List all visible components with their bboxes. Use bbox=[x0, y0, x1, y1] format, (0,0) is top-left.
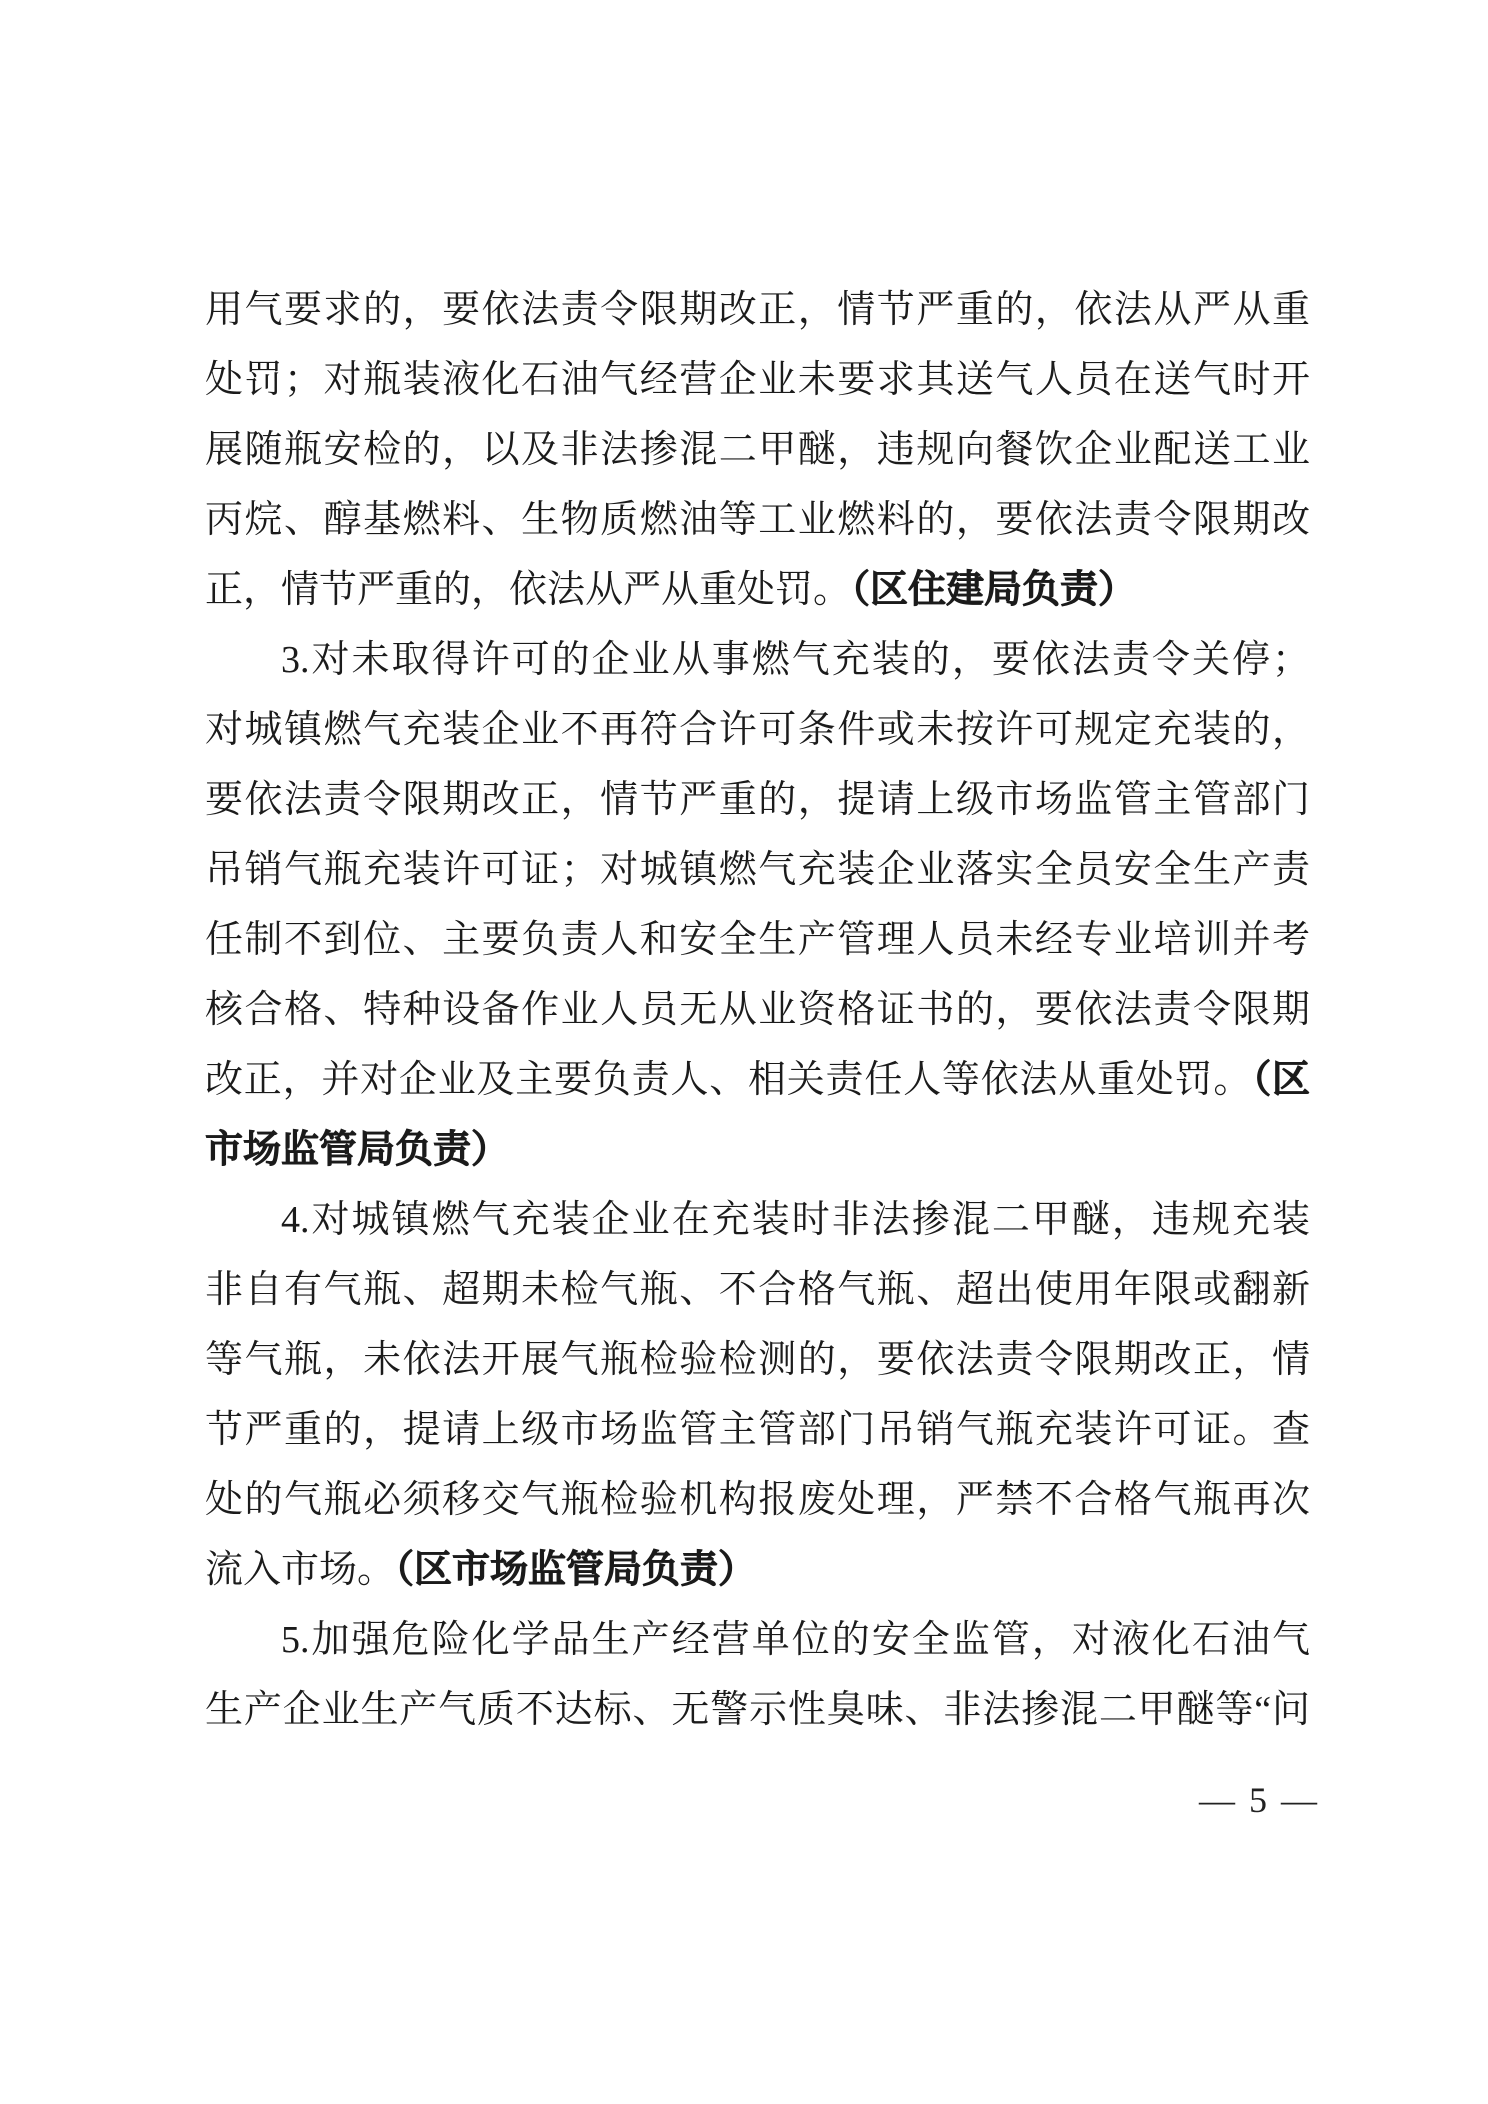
text-line bbox=[205, 1045, 1310, 1115]
text-segment: 要依法责令限期改正，情节严重的，提请上级市场监管主管部门 bbox=[205, 779, 1310, 821]
text-segment: 用气要求的，要依法责令限期改正，情节严重的，依法从严从重 bbox=[205, 289, 1310, 331]
text-line bbox=[205, 1325, 1310, 1395]
responsibility-label: 市场监管局负责） bbox=[205, 1129, 510, 1171]
text-line bbox=[205, 695, 1310, 765]
text-segment: 处的气瓶必须移交气瓶检验机构报废处理，严禁不合格气瓶再次 bbox=[205, 1479, 1310, 1521]
text-line bbox=[205, 415, 1310, 485]
text-line bbox=[205, 765, 1310, 835]
text-segment: 正，情节严重的，依法从严从重处罚。 bbox=[205, 569, 852, 611]
text-line bbox=[205, 835, 1310, 905]
text-line-item-3 bbox=[205, 625, 1310, 695]
text-segment: 任制不到位、主要负责人和安全生产管理人员未经专业培训并考 bbox=[205, 919, 1310, 961]
page-number: 5 bbox=[1249, 1780, 1267, 1820]
text-line-item-4 bbox=[205, 1185, 1310, 1255]
responsibility-label: （区市场监管局负责） bbox=[395, 1549, 757, 1591]
text-segment: 生产企业生产气质不达标、无警示性臭味、非法掺混二甲醚等“问 bbox=[205, 1689, 1310, 1731]
text-line bbox=[205, 555, 1310, 625]
text-segment: 吊销气瓶充装许可证；对城镇燃气充装企业落实全员安全生产责 bbox=[205, 849, 1310, 891]
text-segment: 流入市场。 bbox=[205, 1549, 396, 1591]
text-line bbox=[205, 1535, 1310, 1605]
responsibility-label: （区住建局负责） bbox=[851, 569, 1137, 611]
text-segment: 5.加强危险化学品生产经营单位的安全监管，对液化石油气 bbox=[281, 1619, 1310, 1661]
text-segment: 对城镇燃气充装企业不再符合许可条件或未按许可规定充装的， bbox=[205, 709, 1310, 751]
text-line bbox=[205, 485, 1310, 555]
text-line bbox=[205, 275, 1310, 345]
text-line-item-5 bbox=[205, 1605, 1310, 1675]
body-text bbox=[205, 275, 1310, 1745]
responsibility-label: （区 bbox=[1252, 1059, 1310, 1101]
text-segment: 非自有气瓶、超期未检气瓶、不合格气瓶、超出使用年限或翻新 bbox=[205, 1269, 1310, 1311]
text-line bbox=[205, 975, 1310, 1045]
footer-dash-right: — bbox=[1281, 1780, 1317, 1820]
text-line bbox=[205, 345, 1310, 415]
text-line bbox=[205, 905, 1310, 975]
text-segment: 4.对城镇燃气充装企业在充装时非法掺混二甲醚，违规充装 bbox=[281, 1199, 1310, 1241]
text-segment: 节严重的，提请上级市场监管主管部门吊销气瓶充装许可证。查 bbox=[205, 1409, 1310, 1451]
text-line bbox=[205, 1115, 1310, 1185]
text-segment: 等气瓶，未依法开展气瓶检验检测的，要依法责令限期改正，情 bbox=[205, 1339, 1310, 1381]
text-line bbox=[205, 1675, 1310, 1745]
text-segment: 改正，并对企业及主要负责人、相关责任人等依法从重处罚。 bbox=[205, 1059, 1253, 1101]
text-segment: 处罚；对瓶装液化石油气经营企业未要求其送气人员在送气时开 bbox=[205, 359, 1310, 401]
text-line bbox=[205, 1465, 1310, 1535]
text-segment: 核合格、特种设备作业人员无从业资格证书的，要依法责令限期 bbox=[205, 989, 1310, 1031]
text-line bbox=[205, 1255, 1310, 1325]
text-line bbox=[205, 1395, 1310, 1465]
text-segment: 3.对未取得许可的企业从事燃气充装的，要依法责令关停； bbox=[281, 639, 1310, 681]
text-segment: 展随瓶安检的，以及非法掺混二甲醚，违规向餐饮企业配送工业 bbox=[205, 429, 1310, 471]
page-footer bbox=[1148, 1772, 1368, 1828]
text-segment: 丙烷、醇基燃料、生物质燃油等工业燃料的，要依法责令限期改 bbox=[205, 499, 1310, 541]
footer-dash-left: — bbox=[1199, 1780, 1235, 1820]
